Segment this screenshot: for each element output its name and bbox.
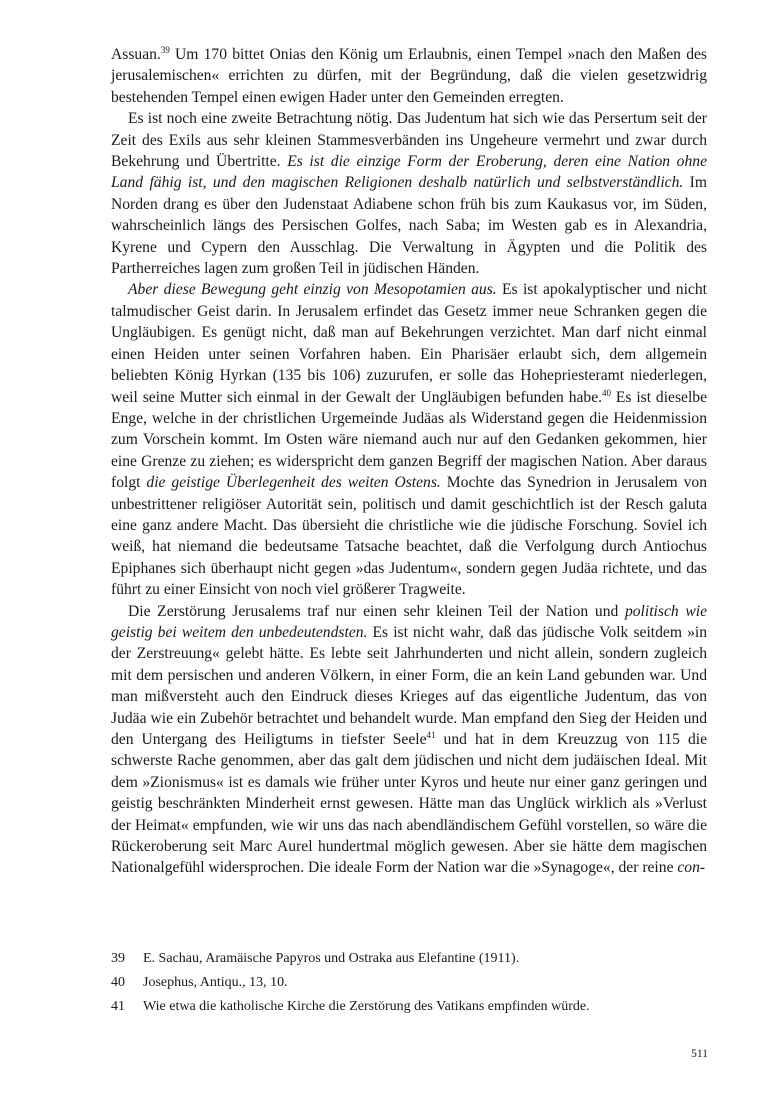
footnote-41 xyxy=(111,995,707,1019)
footnote-ref-41[interactable]: 41 xyxy=(426,730,436,740)
paragraph-1 xyxy=(111,44,707,108)
footnotes xyxy=(111,947,707,1019)
footnote-number: 40 xyxy=(111,975,125,990)
italic-run: Es ist die einzige Form der Eroberung, deren eine Nation ohne Land fähig ist, und den magischen Religionen deshalb natürlich und selbstverständlich. xyxy=(111,153,707,192)
footnote-number: 41 xyxy=(111,999,125,1014)
text-run: Es ist apokalyptischer und nicht talmudischer Geist darin. In Jerusalem erfindet das Gesetz immer neue Schranken gegen die Ungläubigen. Es genügt nicht, daß man auf Bekehrungen verzichtet. Man darf nicht einmal einen Heiden unter seinen Vorfahren haben. Ein Pharisäer erlaubt sich, dem allgemein beliebten König Hyrkan (135 bis 106) zuzurufen, er solle das Hohepriesteramt niederlegen, weil seine Mutter sich einmal in der Gewalt der Ungläubigen befunden habe. xyxy=(111,281,707,406)
italic-run: con- xyxy=(677,859,706,877)
footnote-text: Wie etwa die katholische Kirche die Zerstörung des Vatikans empfinden würde. xyxy=(143,999,590,1014)
footnote-39 xyxy=(111,947,707,971)
text-run: Es ist nicht wahr, daß das jüdische Volk seitdem »in der Zerstreuung« gelebt hätte. Es lebte seit Jahrhunderten und nicht allein, sondern zugleich mit dem persischen und anderen Völkern, in einer Form, die an kein Land gebunden war. Und man mißversteht auch den Eindruck dieses Krieges auf das eigentliche Judentum, das von Judäa wie ein Zubehör betrachtet und behandelt wurde. Man empfand den Sieg der Heiden und den Untergang des Heiligtums in tiefster Seele xyxy=(111,623,707,748)
text-run: Im Norden drang es über den Judenstaat Adiabene schon früh bis zum Kaukasus vor, im Süden, wahrscheinlich längs des Persischen Golfes, nach Saba; im Westen gab es in Alexandria, Kyrene und Cypern den Ausschlag. Die Verwaltung in Ägypten und die Politik des Partherreiches lagen zum großen Teil in jüdischen Händen. xyxy=(111,174,707,278)
text-run: Es ist dieselbe Enge, welche in der christlichen Urgemeinde Judäas als Widerstand gegen die Heidenmission zum Vorschein kommt. Im Osten wäre niemand auch nur auf den Gedanken gekommen, hier eine Grenze zu ziehen; es widerspricht dem ganzen Begriff der magischen Nation. Aber daraus folgt xyxy=(111,388,707,492)
footnote-text: Josephus, Antiqu., 13, 10. xyxy=(143,975,288,990)
footnote-40 xyxy=(111,971,707,995)
footnote-text: E. Sachau, Aramäische Papyros und Ostraka aus Elefantine (1911). xyxy=(143,951,520,966)
text-run: Die Zerstörung Jerusalems traf nur einen sehr kleinen Teil der Nation und xyxy=(128,602,625,620)
text-run: und hat in dem Kreuzzug von 115 die schwerste Rache genommen, aber das galt dem jüdischen und nicht dem judäischen Ideal. Mit dem »Zionismus« ist es damals wie früher unter Kyros und heute nur einer ganz geringen und geistig beschränkten Minderheit ernst gewesen. Hätte man das Unglück wirklich als »Verlust der Heimat« empfunden, wie wir uns das nach abendländischem Gefühl vorstellen, so wäre die Rückeroberung seit Marc Aurel hundertmal möglich gewesen. Aber sie hätte dem magischen Nationalgefühl widersprochen. Die ideale Form der Nation war die »Synagoge«, der reine xyxy=(111,731,707,877)
italic-run: politisch wie geistig bei weitem den unbedeutendsten. xyxy=(111,602,707,641)
paragraph-3 xyxy=(111,279,707,600)
paragraph-2 xyxy=(111,108,707,279)
text-run: Es ist noch eine zweite Betrachtung nötig. Das Judentum hat sich wie das Persertum seit der Zeit des Exils aus sehr kleinen Stammesverbänden ins Ungeheure vermehrt und zwar durch Bekehrung und Übertritte. xyxy=(111,110,707,171)
italic-run: Aber diese Bewegung geht einzig von Mesopotamien aus. xyxy=(128,281,497,299)
page-number: 511 xyxy=(691,1048,708,1060)
main-text xyxy=(111,44,707,879)
footnote-number: 39 xyxy=(111,951,125,966)
text-run: Um 170 bittet Onias den König um Erlaubnis, einen Tempel »nach den Maßen des jerusalemischen« errichten zu dürfen, mit der Begründung, daß die vielen gesetzwidrig bestehenden Tempel einen ewigen Hader unter den Gemeinden erregten. xyxy=(111,46,707,106)
paragraph-4 xyxy=(111,601,707,879)
italic-run: die geistige Überlegenheit des weiten Ostens. xyxy=(146,474,441,492)
footnote-ref-40[interactable]: 40 xyxy=(602,387,612,398)
footnote-ref-39[interactable]: 39 xyxy=(160,45,170,55)
text-run: Mochte das Synedrion in Jerusalem von unbestrittener religiöser Autorität sein, politisch und damit geschichtlich ist der Resch galuta eine ganz andere Macht. Das übersieht die christliche wie die jüdische Forschung. Soviel ich weiß, hat niemand die bedeutsame Tatsache beachtet, daß die Verfolgung durch Antiochus Epiphanes sich überhaupt nicht gegen »das Judentum«, sondern gegen Judäa richtete, und das führt zu einer Einsicht von noch viel größerer Tragweite. xyxy=(111,474,707,599)
text-run: Assuan. xyxy=(111,46,161,63)
